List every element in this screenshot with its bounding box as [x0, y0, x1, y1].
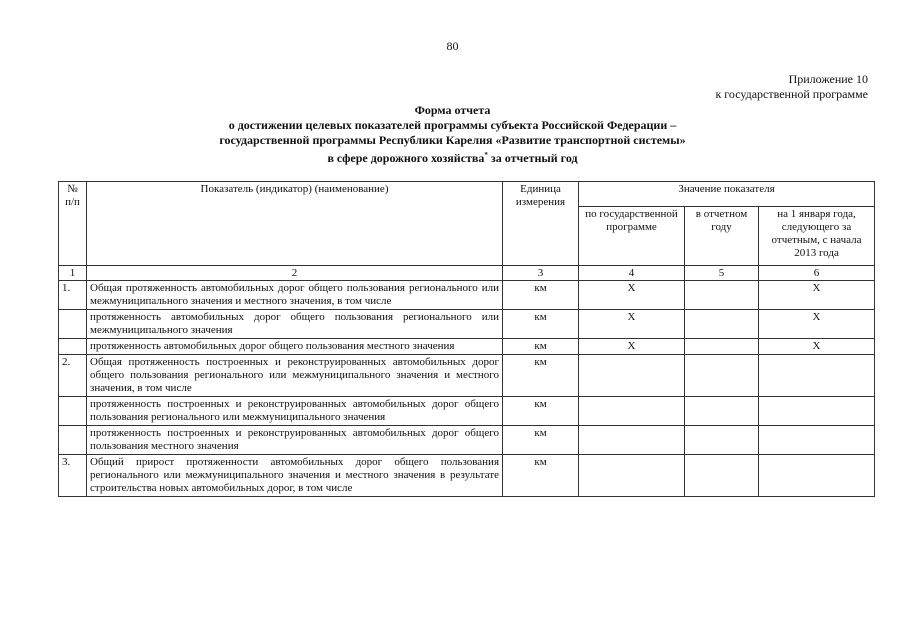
row-unit: км [503, 310, 579, 339]
table-row [59, 355, 875, 397]
row-by-program [579, 426, 685, 455]
header-row [59, 182, 875, 207]
appendix-line-1: Приложение 10 [788, 72, 868, 86]
row-number: 1. [59, 281, 87, 310]
table-row [59, 310, 875, 339]
row-in-period [685, 310, 759, 339]
table-row [59, 455, 875, 497]
footnote-mark: * [484, 151, 488, 159]
header-unit: Единица измерения [503, 182, 579, 266]
row-indicator: Общая протяженность построенных и реконструированных автомобильных дорог общего пользования регионального или межмуниципального значения и местного значения, в том числе [87, 355, 503, 397]
header-value-group: Значение показателя [579, 182, 875, 207]
header-number: № п/п [59, 182, 87, 266]
row-number [59, 426, 87, 455]
row-by-program [579, 355, 685, 397]
column-numbers-row [59, 266, 875, 281]
row-unit: км [503, 426, 579, 455]
appendix-note [715, 72, 868, 102]
row-indicator: протяженность автомобильных дорог общего пользования регионального или межмуниципального значения [87, 310, 503, 339]
row-indicator: Общая протяженность автомобильных дорог общего пользования регионального или межмуниципального значения и местного значения, в том числе [87, 281, 503, 310]
table-row [59, 281, 875, 310]
row-indicator: Общий прирост протяженности автомобильных дорог общего пользования регионального или межмуниципального значения и местного значения в результате строительства новых автомобильных дорог, в том числе [87, 455, 503, 497]
row-unit: км [503, 339, 579, 355]
row-in-period [685, 281, 759, 310]
row-in-period [685, 355, 759, 397]
row-unit: км [503, 281, 579, 310]
header-by-program: по государственной программе [579, 207, 685, 266]
row-jan1: Х [759, 281, 875, 310]
document-title [0, 103, 905, 166]
row-jan1 [759, 455, 875, 497]
header-jan1: на 1 января года, следующего за отчетным, с начала 2013 года [759, 207, 875, 266]
row-indicator: протяженность автомобильных дорог общего пользования местного значения [87, 339, 503, 355]
row-by-program: Х [579, 281, 685, 310]
row-jan1: Х [759, 310, 875, 339]
row-indicator: протяженность построенных и реконструированных автомобильных дорог общего пользования регионального или межмуниципального значения [87, 397, 503, 426]
col-number-5: 5 [685, 266, 759, 281]
row-jan1 [759, 397, 875, 426]
col-number-6: 6 [759, 266, 875, 281]
row-by-program [579, 397, 685, 426]
row-unit: км [503, 455, 579, 497]
report-table [58, 181, 875, 497]
table-row [59, 339, 875, 355]
appendix-line-2: к государственной программе [715, 87, 868, 101]
row-by-program: Х [579, 310, 685, 339]
title-line-4-end: за отчетный год [487, 151, 578, 165]
row-jan1 [759, 355, 875, 397]
title-line-1: Форма отчета [414, 103, 491, 117]
title-line-4 [0, 148, 905, 166]
row-number [59, 310, 87, 339]
row-by-program: Х [579, 339, 685, 355]
row-by-program [579, 455, 685, 497]
row-in-period [685, 426, 759, 455]
row-unit: км [503, 397, 579, 426]
row-number: 3. [59, 455, 87, 497]
col-number-4: 4 [579, 266, 685, 281]
col-number-1: 1 [59, 266, 87, 281]
table-row [59, 426, 875, 455]
row-unit: км [503, 355, 579, 397]
row-in-period [685, 397, 759, 426]
header-in-period: в отчетном году [685, 207, 759, 266]
row-in-period [685, 455, 759, 497]
row-jan1 [759, 426, 875, 455]
title-line-2: о достижении целевых показателей программы субъекта Российской Федерации – [228, 118, 677, 132]
row-jan1: Х [759, 339, 875, 355]
col-number-2: 2 [87, 266, 503, 281]
row-number [59, 397, 87, 426]
row-in-period [685, 339, 759, 355]
row-number: 2. [59, 355, 87, 397]
title-line-3: государственной программы Республики Карелия «Развитие транспортной системы» [219, 133, 686, 147]
row-indicator: протяженность построенных и реконструированных автомобильных дорог общего пользования местного значения [87, 426, 503, 455]
page-number: 80 [446, 39, 459, 53]
table-row [59, 397, 875, 426]
title-line-4-start: в сфере дорожного хозяйства [327, 151, 485, 165]
row-number [59, 339, 87, 355]
header-indicator: Показатель (индикатор) (наименование) [87, 182, 503, 266]
col-number-3: 3 [503, 266, 579, 281]
